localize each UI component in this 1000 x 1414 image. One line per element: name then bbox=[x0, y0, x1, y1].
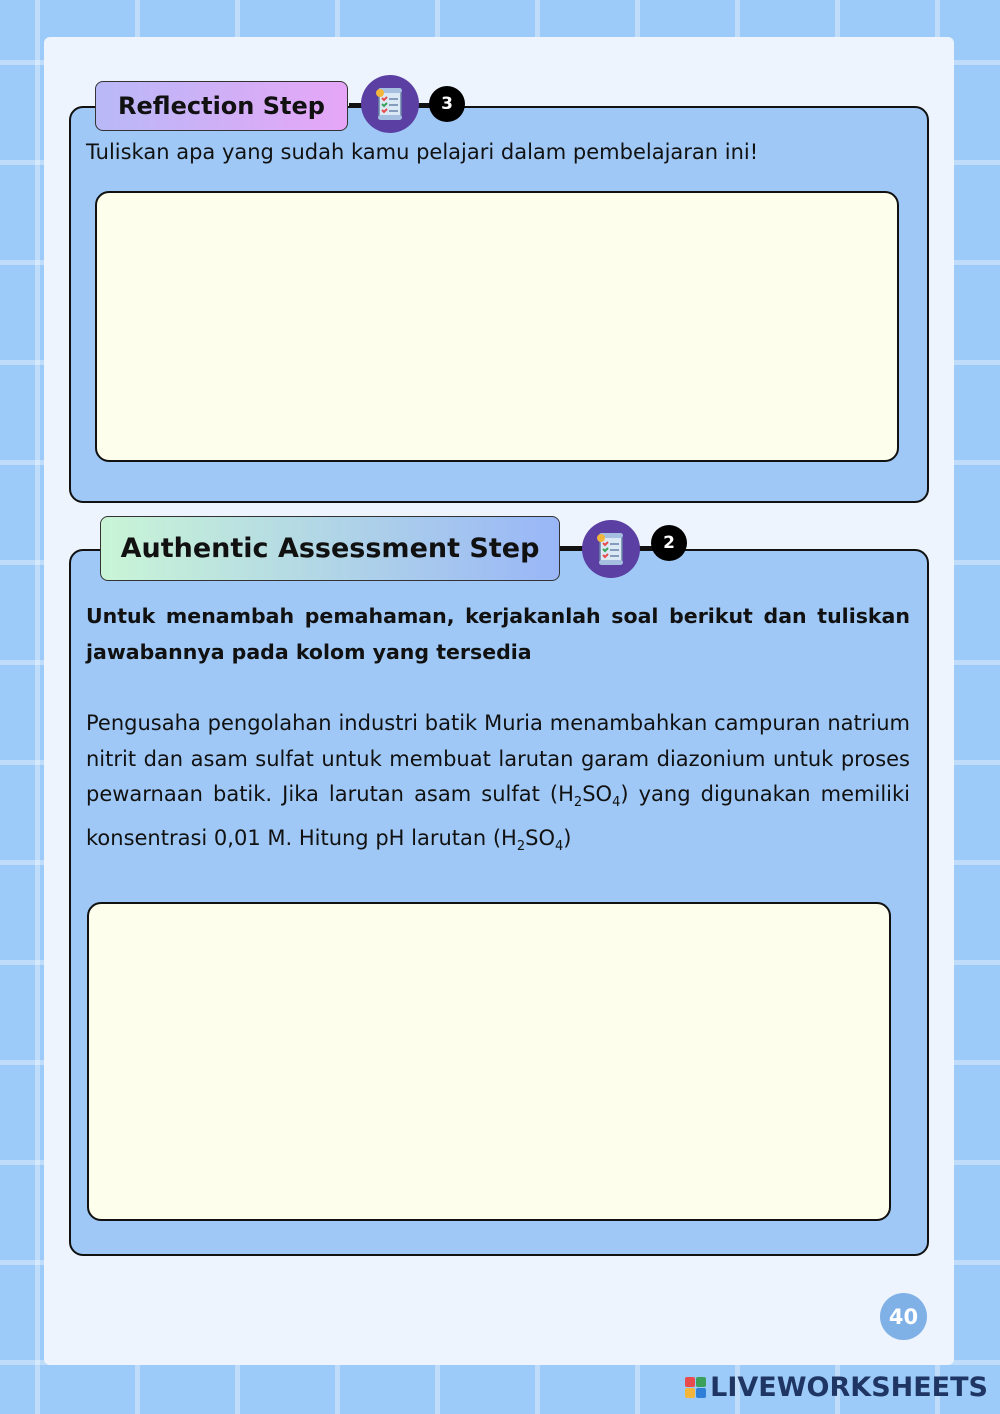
formula-sub-2: 2 bbox=[516, 838, 526, 854]
reflection-instruction: Tuliskan apa yang sudah kamu pelajari dalam pembelajaran ini! bbox=[86, 140, 759, 164]
formula-sub-4: 4 bbox=[554, 838, 564, 854]
question-text-1: Pengusaha pengolahan industri batik Muria menambahkan campuran natrium nitrit dan asam sulfat untuk membuat larutan garam diazonium untuk proses pewarnaan batik. Jika larutan asam sulfat ( bbox=[86, 711, 910, 806]
assessment-question bbox=[86, 706, 910, 864]
checklist-scroll-icon bbox=[361, 75, 419, 133]
assessment-step-number bbox=[651, 525, 687, 561]
page-number-badge bbox=[880, 1293, 927, 1340]
liveworksheets-logo bbox=[685, 1372, 988, 1403]
formula-h: H bbox=[501, 825, 517, 850]
formula-so: SO bbox=[525, 825, 555, 850]
checklist-scroll-icon bbox=[582, 520, 640, 578]
assessment-instruction: Untuk menambah pemahaman, kerjakanlah soal berikut dan tuliskan jawabannya pada kolom yang tersedia bbox=[86, 604, 910, 664]
assessment-step-number-text: 2 bbox=[663, 533, 675, 553]
formula-sub-2: 2 bbox=[573, 795, 583, 811]
reflection-step-number-text: 3 bbox=[441, 94, 453, 114]
question-text-2: ) yang digunakan memiliki konsentrasi 0,01 M. Hitung pH larutan ( bbox=[86, 782, 910, 850]
reflection-step-number bbox=[429, 86, 465, 122]
assessment-title-text: Authentic Assessment Step bbox=[120, 533, 540, 564]
assessment-answer-box[interactable] bbox=[87, 902, 891, 1221]
formula-h: H bbox=[558, 782, 574, 806]
reflection-title-text: Reflection Step bbox=[118, 92, 325, 120]
assessment-connector bbox=[559, 546, 583, 549]
question-text-3: ) bbox=[563, 825, 572, 850]
formula-sub-4: 4 bbox=[612, 795, 621, 811]
formula-h2so4 bbox=[501, 825, 564, 854]
page-number-text: 40 bbox=[888, 1304, 919, 1329]
reflection-step-title bbox=[95, 81, 348, 131]
formula-so: SO bbox=[582, 782, 613, 806]
liveworksheets-logo-icon bbox=[685, 1377, 706, 1398]
formula-h2so4 bbox=[558, 782, 621, 811]
reflection-answer-box[interactable] bbox=[95, 191, 899, 462]
liveworksheets-logo-text: LIVEWORKSHEETS bbox=[710, 1372, 988, 1403]
assessment-step-title bbox=[100, 516, 560, 581]
